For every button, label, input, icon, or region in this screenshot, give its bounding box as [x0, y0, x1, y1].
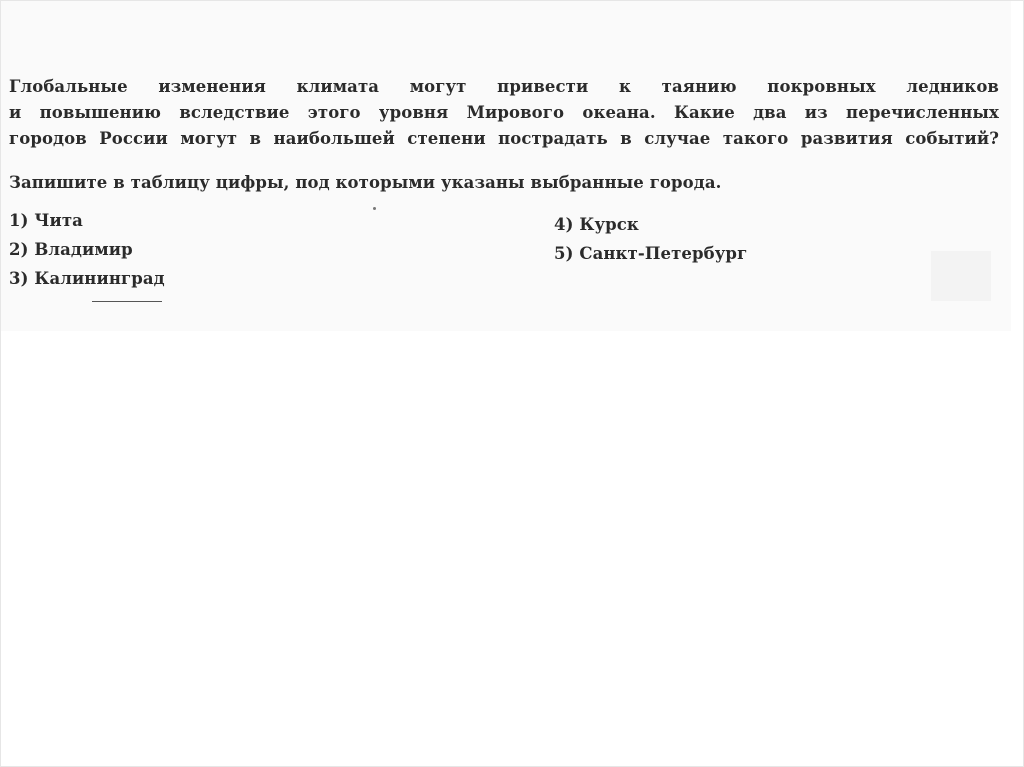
option-4: 4) Курск [554, 215, 639, 234]
scanned-question-image [1, 1, 1011, 331]
option-3: 3) Калининград [9, 269, 165, 288]
question-instruction: Запишите в таблицу цифры, под которыми указаны выбранные города. [9, 173, 722, 192]
scan-speck [373, 207, 376, 210]
option-5: 5) Санкт-Петербург [554, 244, 748, 263]
option-2: 2) Владимир [9, 240, 133, 259]
question-line-2: и повышению вследствие этого уровня Мирового океана. Какие два из перечисленных [9, 103, 999, 122]
underline-mark [92, 301, 162, 302]
scan-artifact [931, 251, 991, 301]
question-line-3: городов России могут в наибольшей степени пострадать в случае такого развития событий? [9, 129, 999, 148]
question-line-1: Глобальные изменения климата могут привести к таянию покровных ледников [9, 77, 999, 96]
option-1: 1) Чита [9, 211, 83, 230]
